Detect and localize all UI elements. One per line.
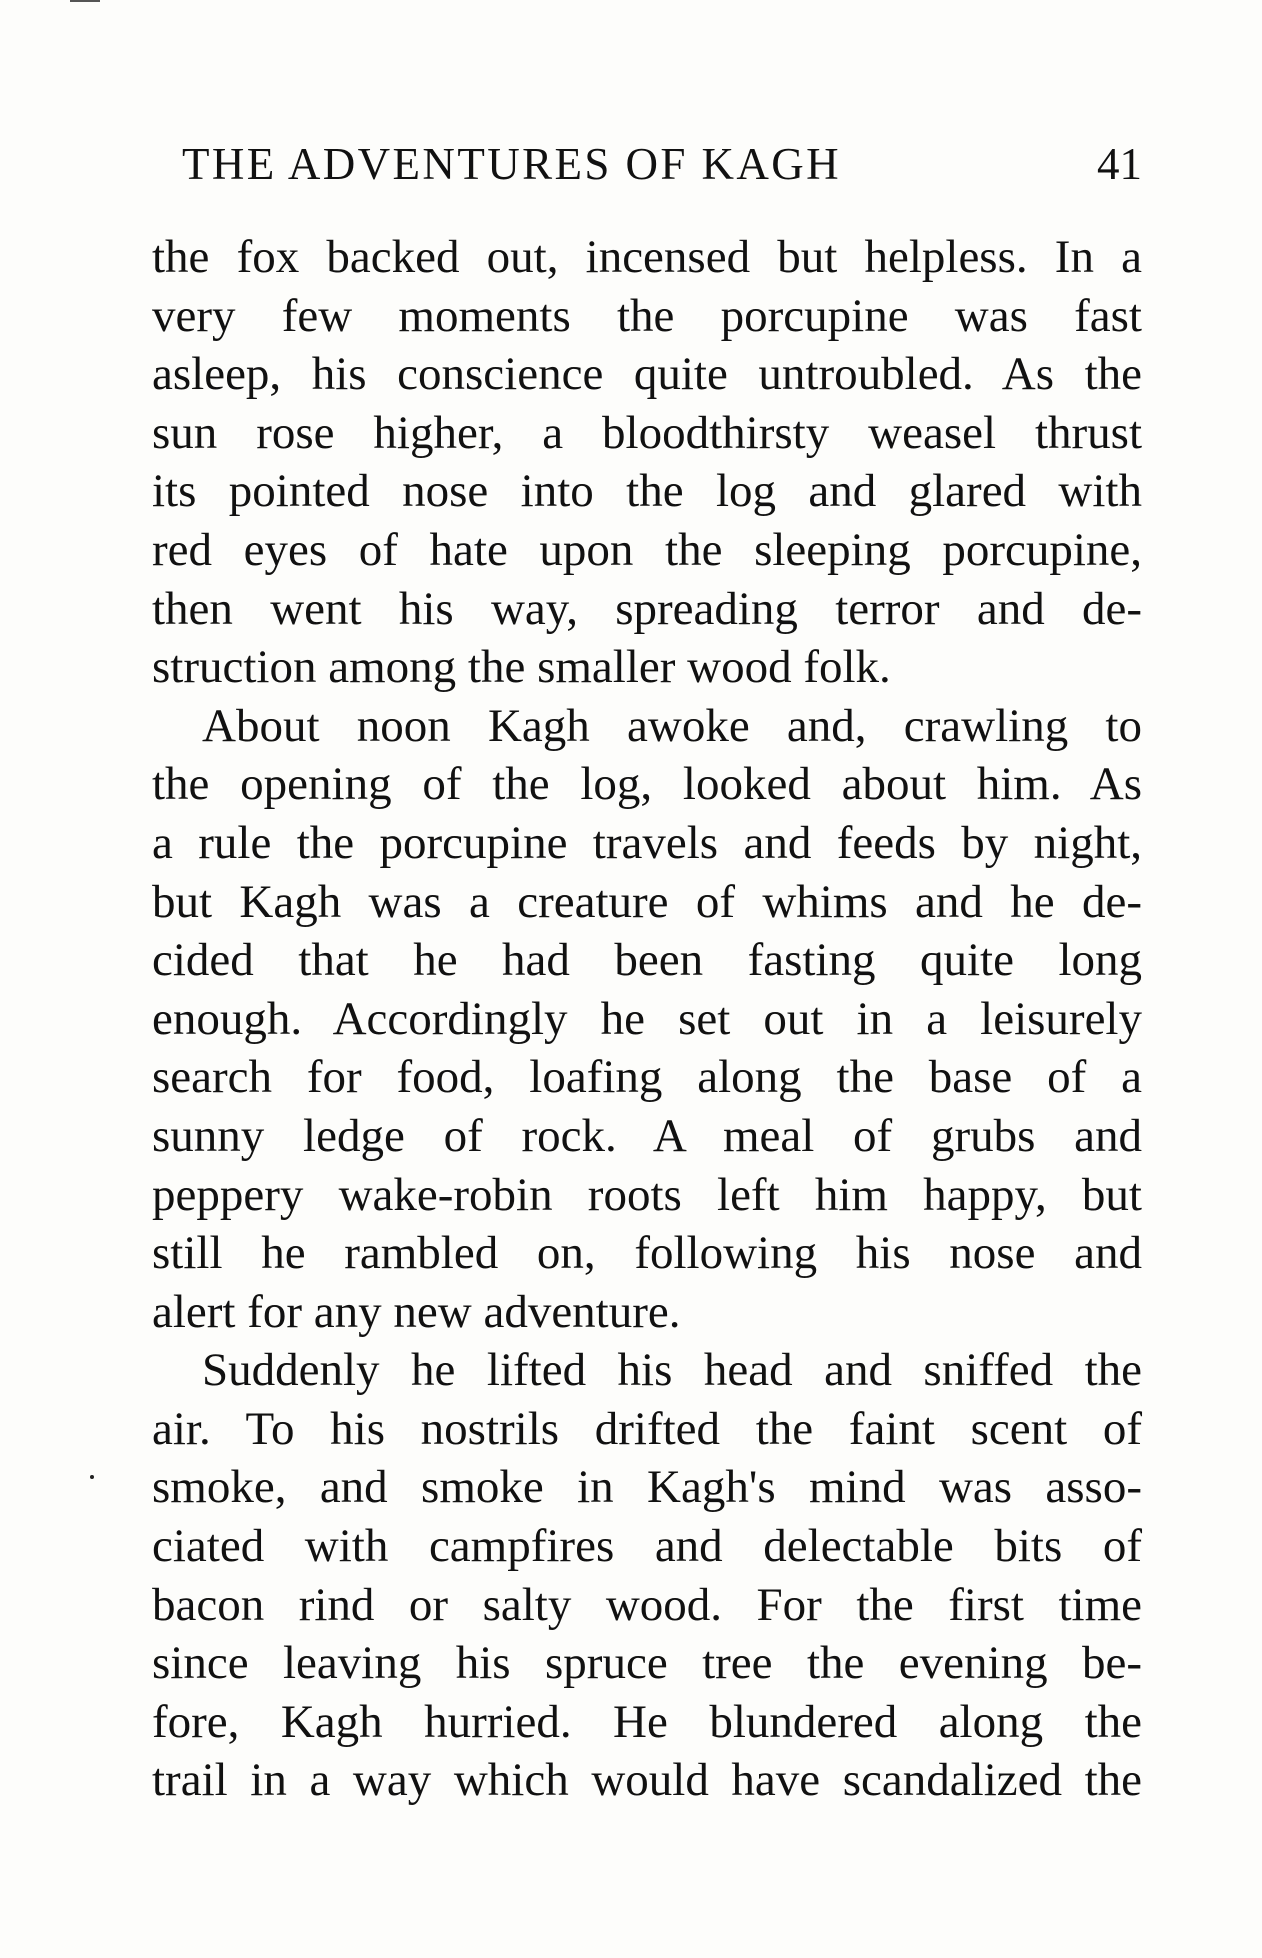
text-line: red eyes of hate upon the sleeping porcupine, [152, 523, 1142, 576]
text-line: struction among the smaller wood folk. [152, 641, 891, 694]
text-line: but Kagh was a creature of whims and he de- [152, 875, 1142, 928]
text-line: since leaving his spruce tree the evening be- [152, 1637, 1142, 1690]
text-line: alert for any new adventure. [152, 1285, 681, 1338]
running-header [182, 138, 1142, 198]
text-line: enough. Accordingly he set out in a leisurely [152, 992, 1142, 1045]
text-line: smoke, and smoke in Kagh's mind was asso- [152, 1461, 1142, 1514]
text-line: a rule the porcupine travels and feeds by night, [152, 816, 1142, 869]
text-line: very few moments the porcupine was fast [152, 289, 1142, 342]
text-line: peppery wake-robin roots left him happy, but [152, 1168, 1142, 1221]
text-line: the fox backed out, incensed but helpless. In a [152, 231, 1142, 283]
text-line: Suddenly he lifted his head and sniffed the [202, 1344, 1142, 1397]
scan-mark [70, 0, 100, 2]
text-line: air. To his nostrils drifted the faint scent of [152, 1402, 1142, 1455]
body-text [152, 228, 1142, 1810]
text-line: About noon Kagh awoke and, crawling to [202, 699, 1142, 752]
text-line: trail in a way which would have scandalized the [152, 1754, 1142, 1807]
text-line: search for food, loafing along the base of a [152, 1051, 1142, 1104]
text-line: asleep, his conscience quite untroubled. As the [152, 348, 1142, 401]
text-line: still he rambled on, following his nose and [152, 1227, 1142, 1280]
text-line: ciated with campfires and delectable bits of [152, 1520, 1142, 1573]
running-title: THE ADVENTURES OF KAGH [182, 139, 842, 189]
text-line: the opening of the log, looked about him. As [152, 758, 1142, 811]
paragraph-1 [152, 228, 1142, 697]
scan-speck [90, 1475, 94, 1479]
text-line: bacon rind or salty wood. For the first time [152, 1578, 1142, 1631]
text-line: then went his way, spreading terror and de- [152, 582, 1142, 635]
text-line: its pointed nose into the log and glared with [152, 465, 1142, 518]
text-line: cided that he had been fasting quite long [152, 934, 1142, 987]
text-line: sunny ledge of rock. A meal of grubs and [152, 1109, 1142, 1162]
paragraph-3 [152, 1341, 1142, 1810]
text-line: sun rose higher, a bloodthirsty weasel thrust [152, 406, 1142, 459]
page-number: 41 [1097, 139, 1142, 189]
paragraph-2 [152, 697, 1142, 1342]
text-line: fore, Kagh hurried. He blundered along the [152, 1695, 1142, 1748]
